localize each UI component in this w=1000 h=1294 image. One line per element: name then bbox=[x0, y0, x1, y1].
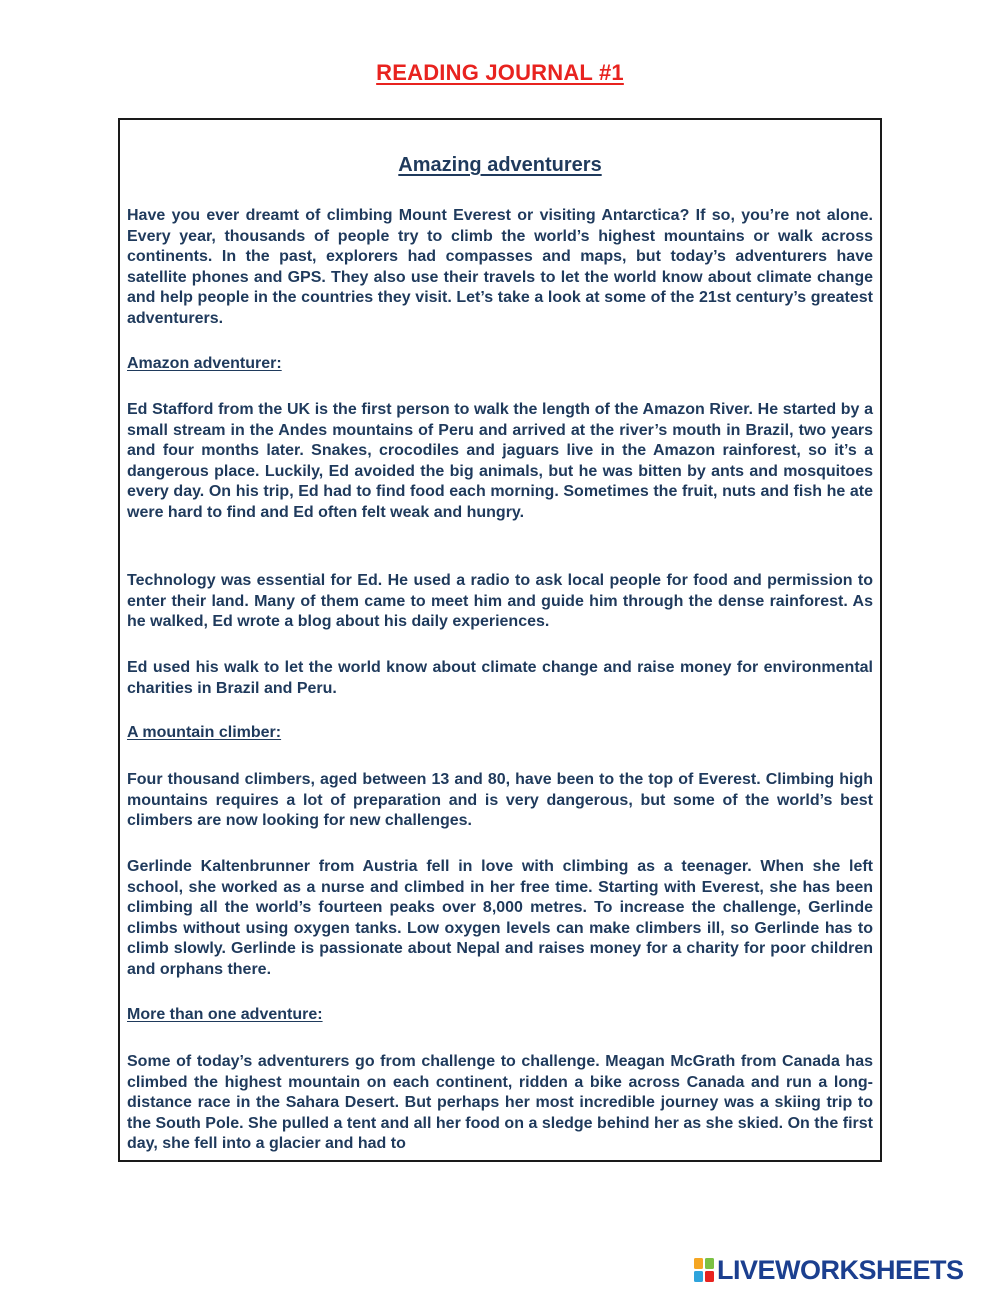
paragraph-amazon-2: Technology was essential for Ed. He used a radio to ask local people for food and permission to enter their land. Many of them came to meet him and guide him through the dense rainforest. As he walked, Ed wrote a blog about his daily experiences. bbox=[127, 572, 873, 631]
section-heading-more-than-one: More than one adventure: bbox=[127, 1006, 323, 1023]
liveworksheets-logo bbox=[693, 1255, 964, 1285]
paragraph-amazon-3: Ed used his walk to let the world know about climate change and raise money for environmental charities in Brazil and Peru. bbox=[127, 659, 873, 697]
paragraph-mountain-1: Four thousand climbers, aged between 13 and 80, have been to the top of Everest. Climbing high mountains requires a lot of preparation and is very dangerous, but some of the world’s best climbers are now looking for new challenges. bbox=[127, 771, 873, 830]
intro-paragraph: Have you ever dreamt of climbing Mount Everest or visiting Antarctica? If so, you’re not alone. Every year, thousands of people try to climb the world’s highest mountains or walk across continents. In the past, explorers had compasses and maps, but today’s adventurers have satellite phones and GPS. They also use their travels to let the world know about climate change and help people in the countries they visit. Let’s take a look at some of the 21st century’s greatest adventurers. bbox=[127, 207, 873, 327]
article-title: Amazing adventurers bbox=[398, 154, 602, 176]
journal-title: READING JOURNAL #1 bbox=[376, 60, 624, 85]
paragraph-amazon-1: Ed Stafford from the UK is the first person to walk the length of the Amazon River. He started by a small stream in the Andes mountains of Peru and arrived at the river’s mouth in Brazil, two years and four months later. Snakes, crocodiles and jaguars live in the Amazon rainforest, so it’s a dangerous place. Luckily, Ed avoided the big animals, but he was bitten by ants and mosquitoes every day. On his trip, Ed had to find food each morning. Sometimes the fruit, nuts and fish he ate were hard to find and Ed often felt weak and hungry. bbox=[127, 401, 873, 521]
reading-passage-box bbox=[118, 118, 882, 1162]
section-heading-amazon: Amazon adventurer: bbox=[127, 355, 282, 372]
paragraph-more-than-one-1: Some of today’s adventurers go from challenge to challenge. Meagan McGrath from Canada has climbed the highest mountain on each continent, ridden a bike across Canada and run a long-distance race in the Sahara Desert. But perhaps her most incredible journey was a skiing trip to the South Pole. She pulled a tent and all her food on a sledge behind her as she skied. On the first day, she fell into a glacier and had to bbox=[127, 1053, 873, 1153]
paragraph-mountain-2: Gerlinde Kaltenbrunner from Austria fell in love with climbing as a teenager. When she left school, she worked as a nurse and climbed in her free time. Starting with Everest, she has been climbing all the world’s fourteen peaks over 8,000 metres. To increase the challenge, Gerlinde climbs without using oxygen tanks. Low oxygen levels can make climbers ill, so Gerlinde has to climb slowly. Gerlinde is passionate about Nepal and raises money for a charity for poor children and orphans there. bbox=[127, 858, 873, 978]
section-heading-mountain: A mountain climber: bbox=[127, 724, 282, 741]
liveworksheets-logo-text: LIVEWORKSHEETS bbox=[717, 1254, 964, 1285]
liveworksheets-logo-icon bbox=[693, 1257, 715, 1283]
